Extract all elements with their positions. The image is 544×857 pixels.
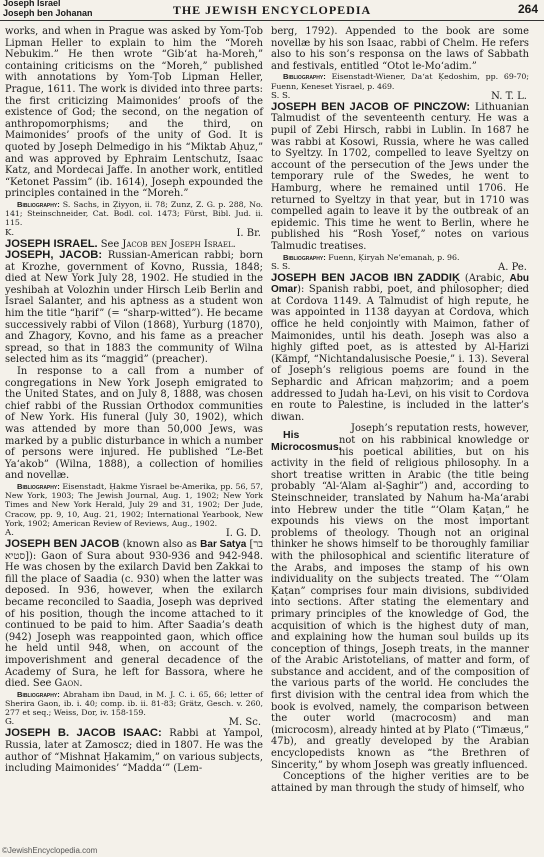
signature-line: K. I. Br. — [5, 227, 261, 239]
entry-joseph-jacob: JOSEPH, JACOB: Russian-American rabbi; born at Krozhe, government of Kovno, Russia, 1848; died at New York July 28, 1902. He studied in the yeshibah at Volozhin under Hirsch Leib Berlin and Israel Salanter, and his aptness as a student won him the title “ḥarif” (= “sharp-witted”). He became successively rabbi of Vilon (1868), Yurburg (1870), and Zhagory, Kovno, and his fame as a preacher spread, so that in 1883 the community of Wilna selected him as its “maggid” (preacher). — [5, 249, 264, 366]
bibliography: Bibliography: S. Sachs, in Ẓiyyon, ii. 78; Zunz, Z. G. p. 288, No. 141; Steinschneider, Cat. Bodl. col. 1473; Fürst, Bibl. Jud. ii. 115. — [5, 199, 263, 228]
continued-paragraph: berg, 1792). Appended to the book are some novellæ by his son Isaac, rabbi of Chelm. He refers also to his son’s responsa on the laws of Sabbath and festivals, entitled “Otot le-Mo‘adim.” — [271, 26, 529, 72]
entry-joseph-israel: JOSEPH ISRAEL. See Jacob ben Joseph Israel. — [5, 237, 236, 250]
signature-line: S. S. N. T. L. — [271, 90, 527, 102]
entry-joseph-ibn-zaddik: JOSEPH BEN JACOB IBN ẒADDIḲ (Arabic, Abu Omar): Spanish rabbi, poet, and philosopher; died at Cordova 1149. A Talmudist of high repute, he was appointed in 1138 dayyan at Cordova, which office he held conjointly with Maimon, father of Maimonides, until his death. Joseph was also a highly gifted poet, as is attested by Al-Ḥarizi (Kämpf, “Nichtandalusische Poesie,” i. 13). Several of Joseph’s religious poems are found in the Sephardic and African maḥzorim; and a poem addressed to Judah ha-Levi, on his visit to Cordova en route to Palestine, is included in the latter’s diwan. — [271, 271, 529, 423]
running-head-last: Joseph ben Johanan — [3, 7, 93, 18]
signature-line: S. S. A. Pe. — [271, 261, 527, 273]
right-column — [271, 26, 529, 794]
entry-paragraph: In response to a call from a number of congregations in New York Joseph emigrated to the United States, and on July 8, 1888, was chosen chief rabbi of the Russian Orthodox communities of New York. His funeral (July 30, 1902), which was attended by more than 50,000 Jews, was marked by a public disturbance in which a number of persons were injured. He published “Le-Bet Ya‘akob” (Wilna, 1888), a collection of homilies and novellæ. — [5, 366, 263, 482]
bibliography: Bibliography: Eisenstadt-Wiener, Da‘at Ḳedoshim, pp. 69-70; Fuenn, Keneset Yisrael, p. 469. — [271, 72, 529, 91]
signature-line: A. I. G. D. — [5, 528, 261, 539]
entry-joseph-b-jacob-isaac: JOSEPH B. JACOB ISAAC: Rabbi at Yampol, Russia, later at Zamoscz; died in 1807. He was the author of “Mishnat Ḥakamim,” on various subjects, including Maimonides’ “Madda‘” (Lem- — [5, 727, 263, 775]
signature-line: G. M. Sc. — [5, 717, 261, 729]
entry-paragraph: His Microcosmus. Joseph’s reputation rests, however, not on his rabbinical knowledge or his poetical abilities, but on his activity in the field of religious philosophy. In a short treatise written in Arabic (the title being probably “Al-‘Alam al-Ṣaghir”) and, according to Steinschneider, translated by Nahum ha-Ma‘arabi into Hebrew under the title “‘Olam Ḳaṭan,” he expounds his views on the most important problems of theology. Though not an original thinker he shows himself to be thoroughly familiar with the philosophical and scientific literature of the Arabs, and imposes the stamp of his own individuality on the subjects treated. The “‘Olam Ḳaṭan” comprises four main divisions, subdivided into sections. After stating the elementary and primary principles of the knowledge of God, the acquisition of which is the highest duty of man, and explaining how the human soul builds up its conception of things, Joseph treats, in the manner of the Arabic Aristotelians, of matter and form, of substance and accident, and of the composition of the various parts of the world. He concludes the first division with the central idea from which the book is evolved, namely, the comparison between the outer world (macrocosm) and man (microcosm), already hinted at by Plato (“Timæus,” 47b), and greatly developed by the Arabian encyclopedists known as “the Brethren of Sincerity,” by whom Joseph was greatly influenced. — [271, 423, 529, 771]
page-header — [0, 0, 544, 21]
cross-reference-link[interactable]: Gaon. — [54, 678, 83, 690]
cross-reference-link[interactable]: Jacob ben Joseph Israel. — [122, 238, 236, 250]
continued-paragraph: works, and when in Prague was asked by Yom-Ṭob Lipman Heller to explain to him the “Moreh Nebukim.” He then wrote “Gib‘at ha-Moreh,” containing criticisms on the “Moreh,” published with annotations by Yom-Ṭob Lipman Heller, Prague, 1611. The work is divided into three parts: the first criticizing Maimonides’ proofs of the existence of God; the second, on the negation of anthropomorphisms; and the third, on Maimonides’ proofs of the unity of God. It is quoted by Joseph Delmedigo in his “Miktab Aḥuz,” and was approved by Ephraim Lentschutz, Isaac Katz, and Mordecai Jaffe. In another work, entitled “Ketonet Passim” (ib. 1614), Joseph expounded the principles contained in the “Moreh.” — [5, 26, 263, 200]
entry-paragraph: Conceptions of the higher verities are to be attained by man through the study of himself, who — [271, 771, 529, 794]
copyright-footer: ©JewishEncyclopedia.com — [2, 846, 98, 855]
running-head-first: Joseph Israel — [3, 0, 61, 8]
bibliography: Bibliography: Eisenstadt, Ḥakme Yisrael be-Amerika, pp. 56, 57, New York, 1903; The Jewish Journal, Aug. 1, 1902; New York Times and New York Herald, July 29 and 31, 1902; Der Jude, Cracow, pp. 9, 10, Aug. 21, 1902; International Yearbook, New York, 1902; American Review of Reviews, Aug., 1902. — [5, 481, 263, 528]
page-number: 264 — [517, 2, 538, 16]
entry-joseph-ben-jacob: JOSEPH BEN JACOB (known also as Bar Satya [בר סטיא]): Gaon of Sura about 930-936 and 942-948. He was chosen by the exilarch David ben Zakkai to fill the place of Saadia (c. 930) when the latter was deposed. In 936, however, when the exilarch became reconciled to Saadia, Joseph was deprived of his position, though the income attached to it continued to be paid to him. After Saadia’s death (942) Joseph was reappointed gaon, which office he held until 948, when, on account of the impoverishment and general decadence of the Academy of Sura, he left for Bassora, where he died. See Gaon. — [5, 538, 264, 690]
entry-joseph-ben-jacob-of-pinczow: JOSEPH BEN JACOB OF PINCZOW: Lithuanian Talmudist of the seventeenth century. He was a pupil of Zebi Hirsch, rabbi in Lublin. In 1687 he was rabbi at Kosowi, Russia, where he was called to Syeltzy. In 1702, compelled to leave Syeltzy on account of the persecution of the Jews under the temporary rule of the Swedes, he went to Hamburg, where he remained until 1706. He returned to Syeltzy in that year, but in 1710 was compelled again to leave it by the outbreak of an epidemic. This time he went to Berlin, where he published his “Rosh Yosef,” notes on various Talmudic treatises. — [271, 100, 529, 252]
publication-title: THE JEWISH ENCYCLOPEDIA — [172, 3, 372, 17]
left-column — [5, 26, 263, 775]
bibliography: Bibliography: Fuenn, Ḳiryah Ne’emanah, p. 96. — [283, 252, 460, 262]
side-heading: His Microcosmus. — [271, 429, 342, 454]
bibliography: Bibliography: Abraham ibn Daud, in M. J. C. i. 65, 66; letter of Sherira Gaon, ib. i. 40; comp. ib. ii. 81-83; Grätz, Gesch. v. 260, 277 et seq.; Weiss, Dor, iv. 158-159. — [5, 689, 264, 718]
